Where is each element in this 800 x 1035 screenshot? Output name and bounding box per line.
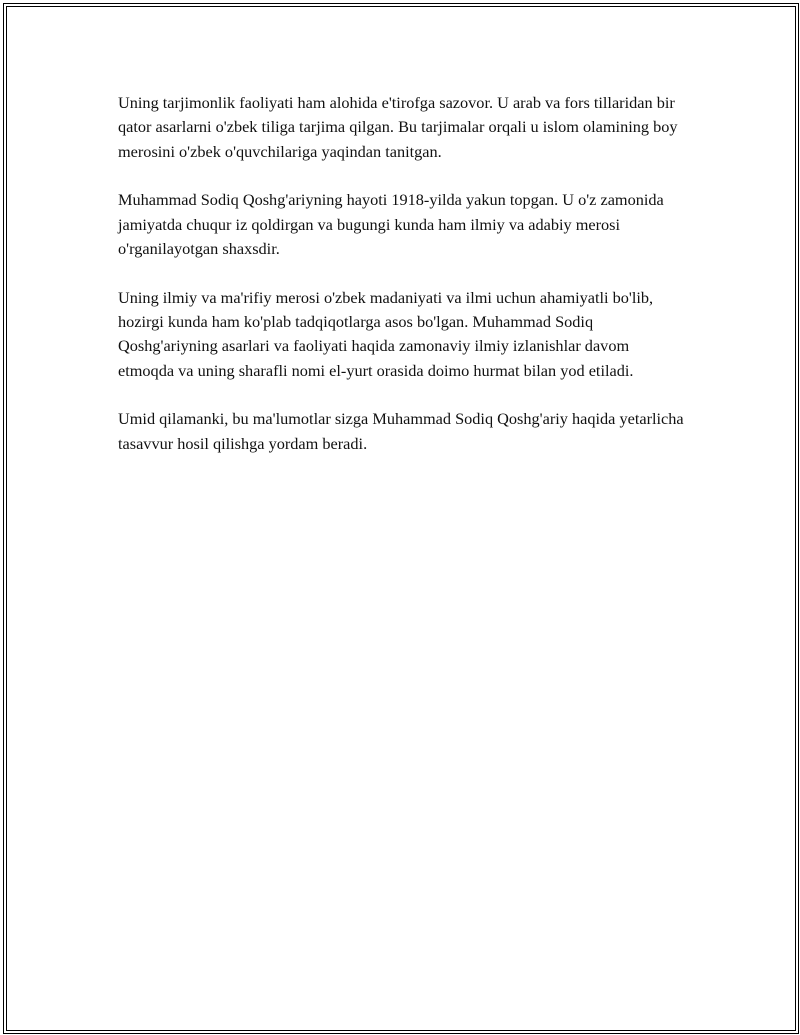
paragraph-life-end: Muhammad Sodiq Qoshg'ariyning hayoti 1918-yilda yakun topgan. U o'z zamonida jamiyatda chuqur iz qoldirgan va bugungi kunda ham ilmiy va adabiy merosi o'rganilayotgan shaxsdir. — [118, 190, 664, 258]
paragraph-legacy: Uning ilmiy va ma'rifiy merosi o'zbek madaniyati va ilmi uchun ahamiyatli bo'lib, hozirgi kunda ham ko'plab tadqiqotlarga asos bo'lgan. Muhammad Sodiq Qoshg'ariyning asarlari va faoliyati haqida zamonaviy ilmiy izlanishlar davom etmoqda va uning sharafli nomi el-yurt orasida doimo hurmat bilan yod etiladi. — [118, 287, 654, 380]
paragraph-closing: Umid qilamanki, bu ma'lumotlar sizga Muhammad Sodiq Qoshg'ariy haqida yetarlicha tasavvur hosil qilishga yordam beradi. — [118, 409, 684, 453]
paragraph-translation-work: Uning tarjimonlik faoliyati ham alohida e'tirofga sazovor. U arab va fors tillaridan bir qator asarlarni o'zbek tiliga tarjima qilgan. Bu tarjimalar orqali u islom olamining boy merosini o'zbek o'quvchilariga yaqindan tanitgan. — [118, 93, 678, 161]
document-body — [118, 91, 688, 481]
